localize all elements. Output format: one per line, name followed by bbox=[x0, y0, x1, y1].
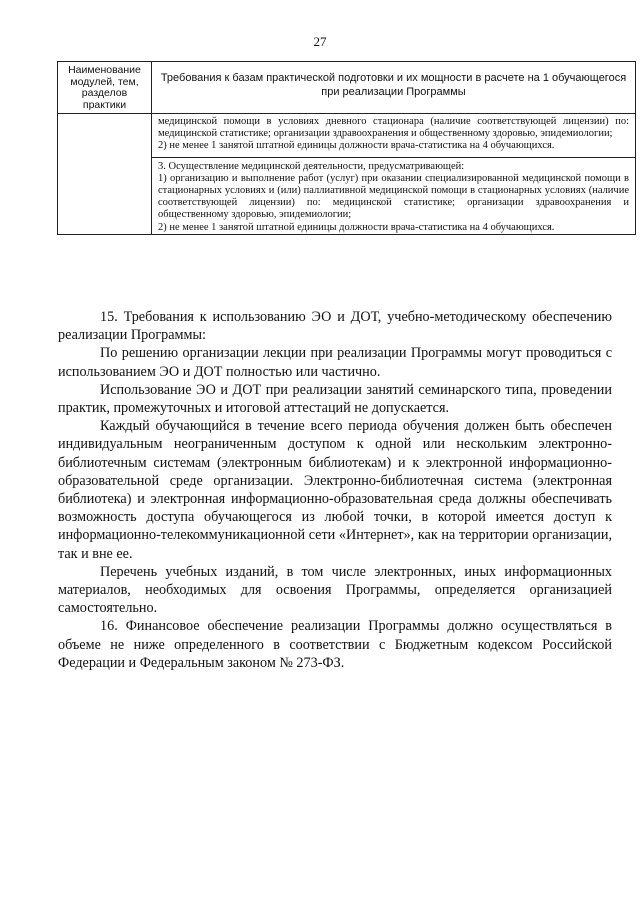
requirements-block-2 bbox=[152, 157, 635, 234]
requirement-text: 1) организацию и выполнение работ (услуг) при оказании специализированной медицинской помощи в стационарных условиях и (или) паллиативной медицинской помощи в стационарных условиях (наличие соответствующей лицензии) по: медицинской статистике; организации здравоохранения и общественному здоровью, эпидемиологии; bbox=[158, 172, 629, 221]
paragraph: Перечень учебных изданий, в том числе электронных, иных информационных материалов, необходимых для освоения Программы, определяется организацией самостоятельно. bbox=[58, 563, 612, 617]
table-cell-empty bbox=[58, 114, 152, 235]
table-cell-requirements bbox=[152, 114, 636, 235]
table-header-requirements: Требования к базам практической подготовки и их мощности в расчете на 1 обучающегося при реализации Программы bbox=[152, 62, 636, 114]
requirement-text: 2) не менее 1 занятой штатной единицы должности врача-статистика на 4 обучающихся. bbox=[158, 221, 555, 233]
requirement-text: 2) не менее 1 занятой штатной единицы должности врача-статистика на 4 обучающихся. bbox=[158, 140, 555, 152]
table-header-modules: Наименование модулей, тем, разделов практики bbox=[58, 62, 152, 114]
requirements-table bbox=[57, 61, 636, 235]
requirement-heading: 3. Осуществление медицинской деятельности, предусматривающей: bbox=[158, 160, 465, 172]
page-number: 27 bbox=[313, 34, 327, 49]
requirements-block-1 bbox=[152, 114, 635, 157]
section-16-paragraph: 16. Финансовое обеспечение реализации Программы должно осуществляться в объеме не ниже определенного в соответствии с Бюджетным кодексом Российской Федерации и Федеральным законом № 273-ФЗ. bbox=[58, 618, 612, 671]
requirement-text: медицинской помощи в условиях дневного стационара (наличие соответствующей лицензии) по: медицинской статистике; организации здравоохранения и общественному здоровью, эпидемиологии; bbox=[158, 116, 629, 140]
document-body bbox=[58, 308, 612, 672]
paragraph: Каждый обучающийся в течение всего периода обучения должен быть обеспечен индивидуальным неограниченным доступом к одной или нескольким электронно-библиотечным системам (электронным библиотекам) и к электронной информационно-образовательной среде организации. Электронно-библиотечная система (электронная библиотека) и электронная информационно-образовательная среда должны обеспечивать возможность доступа обучающегося из любой точки, в которой имеется доступ к информационно-телекоммуникационной сети «Интернет», как на территории организации, так и вне ее. bbox=[58, 418, 612, 562]
section-15-heading: 15. Требования к использованию ЭО и ДОТ, учебно-методическому обеспечению реализации Программы: bbox=[58, 309, 612, 344]
table-header-row bbox=[58, 62, 636, 114]
paragraph: Использование ЭО и ДОТ при реализации занятий семинарского типа, проведении практик, промежуточных и итоговой аттестаций не допускается. bbox=[58, 381, 612, 417]
table-row bbox=[58, 114, 636, 235]
paragraph: По решению организации лекции при реализации Программы могут проводиться с использованием ЭО и ДОТ полностью или частично. bbox=[58, 345, 612, 380]
